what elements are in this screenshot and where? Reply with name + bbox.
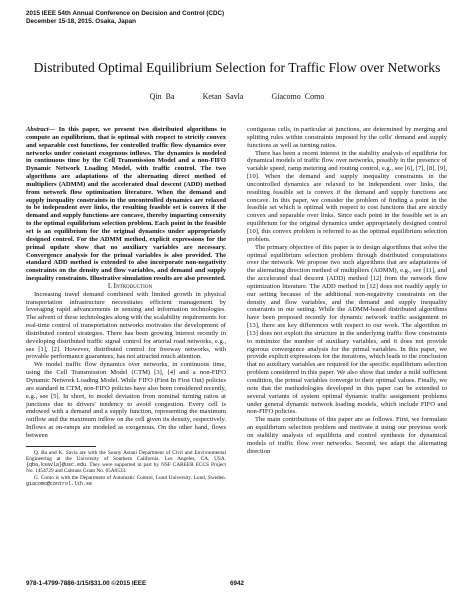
conference-name: 2015 IEEE 54th Annual Conference on Decision and Control (CDC): [26, 10, 225, 17]
right-column: [247, 126, 447, 455]
abstract-label: Abstract: [26, 126, 49, 133]
footnote-text: . They were supported in part by NSF CAREER ECCS Project No. 1454729 and Caltrans Grant No. 65A0533.: [26, 462, 226, 475]
section-heading: I. Introduction: [107, 282, 153, 290]
abstract: [26, 126, 226, 283]
body-paragraph: contiguous cells, in particular at junctions, are determined by merging and splitting rules within constraints imposed by the cells' demand and supply functions as well as turning ratios.: [247, 126, 447, 149]
author-name: Qin Ba: [149, 92, 175, 101]
footnote-divider: [26, 446, 96, 447]
body-paragraph: The main contributions of this paper are as follows. First, we formulate an equilibrium selection problem and motivate it using our previous work on stability analysis of equilibria and control synthesis for dynamical models of traffic flow over networks. Second, we adapt the alternating direction: [247, 416, 447, 455]
footnote-email: giacomo@control.lth.se: [26, 480, 93, 487]
footnote-affiliation: [26, 450, 226, 475]
footnote-email: {qba,ksavla}@usc.edu: [26, 462, 87, 469]
conference-date-location: December 15-18, 2015. Osaka, Japan: [26, 18, 136, 25]
paper-title: Distributed Optimal Equilibrium Selection for Traffic Flow over Networks: [33, 60, 441, 75]
body-paragraph: The primary objective of this paper is to design algorithms that solve the optimal equilibrium selection problem through distributed computations over the network. We propose two such algorithms that are adaptations of the alternating direction method of multipliers (ADMM), e.g., see [11], and the accelerated dual descent (ADD) method [12] from the network flow optimization literature. The ADD method in [12] does not readily apply to our setting because of the additional non-negativity constraints on the density and flow variables, and the demand and supply inequality constraints in our setting. While the ADMM-based distributed algorithms have been proposed recently for dynamic network traffic assignment in [13], there are key differences with respect to our work. The algorithm in [13] does not exploit the structure in the underlying traffic flow constraints to minimize the number of auxiliary variables, and it does not provide rigorous convergence analysis for the primal variables. In this paper, we provide explicit expressions for the iterations, which leads to the conclusion that no auxiliary variables are required for the specific equilibrium selection problem considered in this paper. We also show that under a mild sufficient condition, the primal variables converge to their optimal values. Finally, we note that the methodologies developed in this paper can be extended to several variants of system optimal dynamic traffic assignment problems under general dynamic network loading models, which include FIFO and non-FIFO policies.: [247, 243, 447, 416]
body-paragraph: We model traffic flow dynamics over networks, in continuous time, using the Cell Transmission Model (CTM) [3], [4] and a non-FIFO Dynamic Network Loading Model. While FIFO (First In First Out) policies are standard in CTM, non-FIFO policies have also been considered recently, e.g., see [5]. In short, to model deviation from nominal turning ratios at junctions due to drivers' tendency to avoid congestion. Every cell is endowed with a demand and a supply function, representing the maximum outflow and the maximum inflow on the cell given its density, respectively. Inflows at on-ramps are modeled as exogenous. On the other hand, flows between: [26, 361, 226, 439]
page-number: 6942: [229, 580, 244, 587]
copyright-footer: 978-1-4799-7886-1/15/$31.00 ©2015 IEEE: [26, 580, 147, 587]
footnote-affiliation: [26, 475, 226, 487]
author-name: Giacomo Como: [271, 92, 325, 101]
author-list: [0, 92, 474, 102]
footnote-text: Q. Ba and K. Savla are with the Sonny Astani Department of Civil and Environmental Engineering at the University of Southern California. Los Angeles, CA, USA.: [26, 449, 226, 462]
body-paragraph: There has been a recent interest in the stability analysis of equilibria for dynamical models of traffic flow over networks, possibly in the presence of variable speed, ramp metering and routing control, e.g., see [6], [7], [8], [9], [10]. When the demand and supply inequality constraints in the uncontrolled dynamics are relaxed to be independent over links, the resulting feasible set is convex if the demand and supply functions are concave. In this paper, we consider the problem of finding a point in the feasible set which is optimal with respect to cost functions that are strictly convex and separable over links. Since each point in the feasible set is an equilibrium for the original dynamics under appropriately designed control [10], this convex problem is referred to as the optimal equilibrium selection problem.: [247, 149, 447, 243]
left-column: [26, 126, 226, 487]
conference-header: [26, 10, 326, 26]
body-paragraph: Increasing travel demand combined with limited growth in physical transportation infrastructure necessitates efficient management by leveraging rapid advancements in sensing and information technologies. The advent of these technologies along with the scalability requirements for real-time control of transportation networks motivates the development of distributed control strategies. There has been growing interest recently in developing distributed traffic signal control for arterial road networks, e.g., see [1], [2]. However, distributed control for freeway networks, with provable performance guarantees, has not attracted much attention.: [26, 290, 226, 361]
author-name: Ketan Savla: [202, 92, 244, 101]
abstract-text: — In this paper, we present two distributed algorithms to compute an equilibrium, that is optimal with respect to strictly convex and separable cost functions, for controlled traffic flow dynamics over networks under constant exogenous inflows. The dynamics is modeled in continuous time by the Cell Transmission Model and a non-FIFO Dynamic Network Loading Model, with traffic control. The two algorithms are adaptations of the alternating direct method of multipliers (ADMM) and the accelerated dual descent (ADD) method from network flow optimization literature. When the demand and supply inequality constraints in the uncontrolled dynamics are relaxed to be independent over links, the resulting feasible set is convex if the demand and supply functions are concave, thereby imparting convexity to the optimal equilibrium selection problem. Each point in the feasible set is an equilibrium for the original dynamics under appropriately designed control. For the ADMM method, explicit expressions for the primal update show that no auxiliary variables are necessary. Convergence analysis for the primal variables is also provided. The standard ADD method is extended to also incorporate non-negativity constraints on the density and flow variables, and demand and supply inequality constraints. Illustrative simulation results are also presented.: [26, 126, 226, 283]
footnote-text: G. Como is with the Department of Automatic Control, Lund University. Lund, Sweden.: [34, 474, 226, 481]
